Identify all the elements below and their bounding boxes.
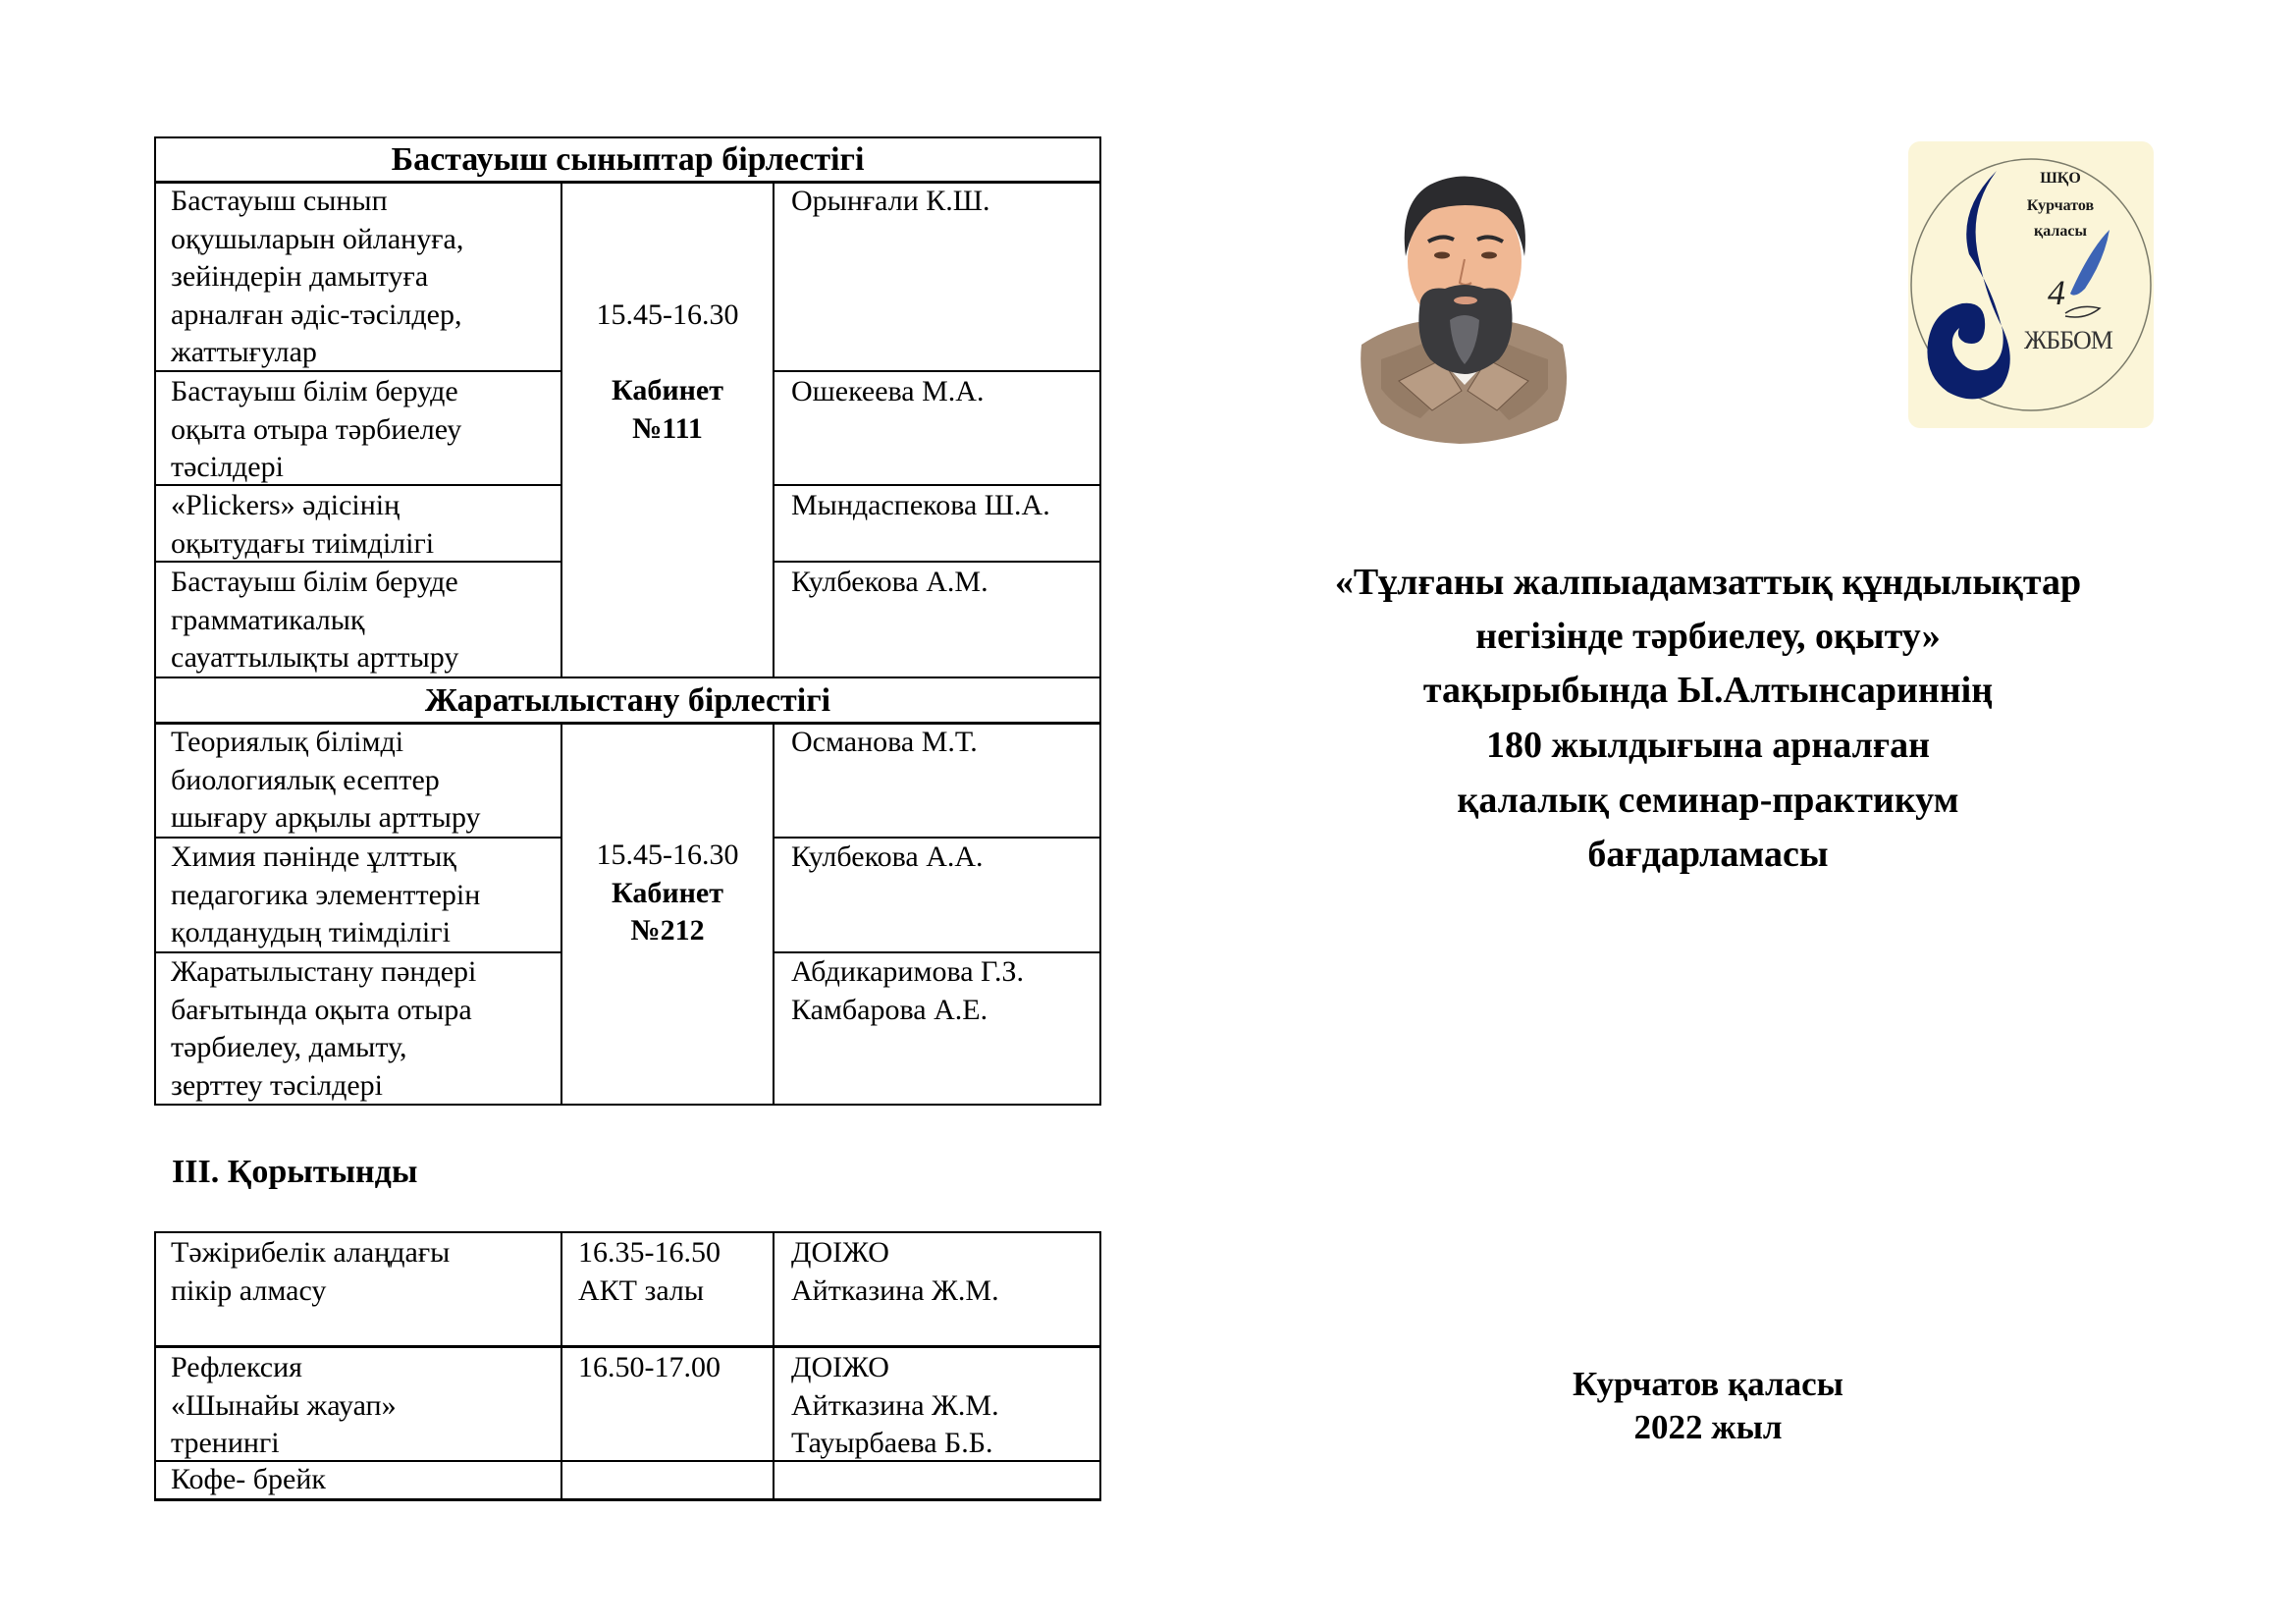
topic-cell: Бастауыш сынып оқушыларын ойлануға, зейіндерін дамытуға арналған әдіс-тәсілдер, жаттығулар — [171, 185, 464, 368]
logo-text — [2006, 169, 2114, 242]
table-border — [773, 182, 774, 677]
topic-cell: Бастауыш білім беруде оқыта отыра тәрбиелеу тәсілдері — [171, 375, 462, 483]
table-border — [154, 1231, 156, 1500]
table-border — [773, 484, 1101, 486]
logo-org: ЖББОМ — [2024, 326, 2112, 354]
cover-city: Курчатов қаласы — [1573, 1365, 1843, 1403]
portrait-image — [1352, 163, 1575, 446]
title-line: тақырыбында Ы.Алтынсариннің — [1422, 670, 1994, 711]
room-number: №111 — [632, 412, 703, 445]
speaker-cell: Абдикаримова Г.З. Камбарова А.Е. — [791, 955, 1025, 1026]
topic-cell: Теориялық білімді биологиялық есептер шығару арқылы арттыру — [171, 726, 481, 834]
conclusion-heading: III. Қорытынды — [172, 1154, 418, 1190]
title-line: қалалық семинар-практикум — [1457, 780, 1959, 821]
topic-cell: Химия пәнінде ұлттық педагогика элементтерін қолданудың тиімділігі — [171, 840, 481, 948]
speaker-cell: Кулбекова А.А. — [791, 840, 984, 873]
speaker-cell: Османова М.Т. — [791, 726, 978, 758]
title-line: 180 жылдығына арналған — [1485, 725, 1931, 766]
table-border — [773, 1231, 774, 1500]
time-cell: 16.50-17.00 — [578, 1351, 721, 1383]
topic-cell: Тәжірибелік алаңдағы пікір алмасу — [171, 1236, 451, 1307]
portrait-illustration-icon — [1352, 163, 1575, 446]
table-border — [1099, 136, 1101, 1106]
speaker-cell: Ошекеева М.А. — [791, 375, 985, 407]
topic-cell: Жаратылыстану пәндері бағытында оқыта отыра тәрбиелеу, дамыту, зерттеу тәсілдері — [171, 955, 477, 1102]
speaker-cell: Мындаспекова Ш.А. — [791, 489, 1050, 521]
speaker-cell: ДОІЖО Айтказина Ж.М. — [791, 1236, 999, 1307]
table-border — [561, 1231, 562, 1500]
cover-year: 2022 жыл — [1633, 1408, 1783, 1446]
room-label: Кабинет — [612, 374, 723, 406]
title-line: «Тұлғаны жалпыадамзаттық құндылықтар — [1334, 562, 2082, 603]
speaker-cell: Орынғали К.Ш. — [791, 185, 990, 217]
room-number: №212 — [630, 914, 705, 947]
room-label: Кабинет — [612, 877, 723, 909]
time-cell: 15.45-16.30 — [596, 298, 739, 331]
logo-line: ШҚО — [2040, 170, 2081, 187]
time-cell: 15.45-16.30 — [596, 839, 739, 871]
topic-cell: Рефлексия «Шынайы жауап» тренингі — [171, 1351, 397, 1459]
topic-cell: Кофе- брейк — [171, 1463, 326, 1495]
time-cell: 16.35-16.50 АКТ залы — [578, 1236, 721, 1307]
table-border — [154, 1345, 1101, 1348]
logo — [1908, 141, 2154, 428]
topic-cell: «Plickers» әдісінің оқытудағы тиімділігі — [171, 489, 435, 560]
section-title-primary: Бастауыш сыныптар бірлестігі — [391, 141, 865, 178]
logo-line: Курчатов — [2026, 197, 2095, 214]
table-border — [773, 370, 1101, 372]
table-border — [154, 1231, 1101, 1233]
topic-cell: Бастауыш білім беруде грамматикалық сауаттылықты арттыру — [171, 566, 459, 674]
table-border — [773, 723, 774, 1106]
table-border — [1099, 1231, 1101, 1500]
speaker-cell: Кулбекова А.М. — [791, 566, 988, 598]
table-border — [773, 561, 1101, 563]
logo-line: қаласы — [2034, 223, 2087, 240]
table-border — [154, 136, 156, 1106]
title-line: негізінде тәрбиелеу, оқыту» — [1475, 616, 1941, 657]
speaker-cell: ДОІЖО Айтказина Ж.М. Тауырбаева Б.Б. — [791, 1351, 999, 1459]
title-line: бағдарламасы — [1587, 834, 1829, 875]
section-title-science: Жаратылыстану бірлестігі — [424, 682, 831, 719]
logo-badge: 4 — [2048, 273, 2065, 312]
